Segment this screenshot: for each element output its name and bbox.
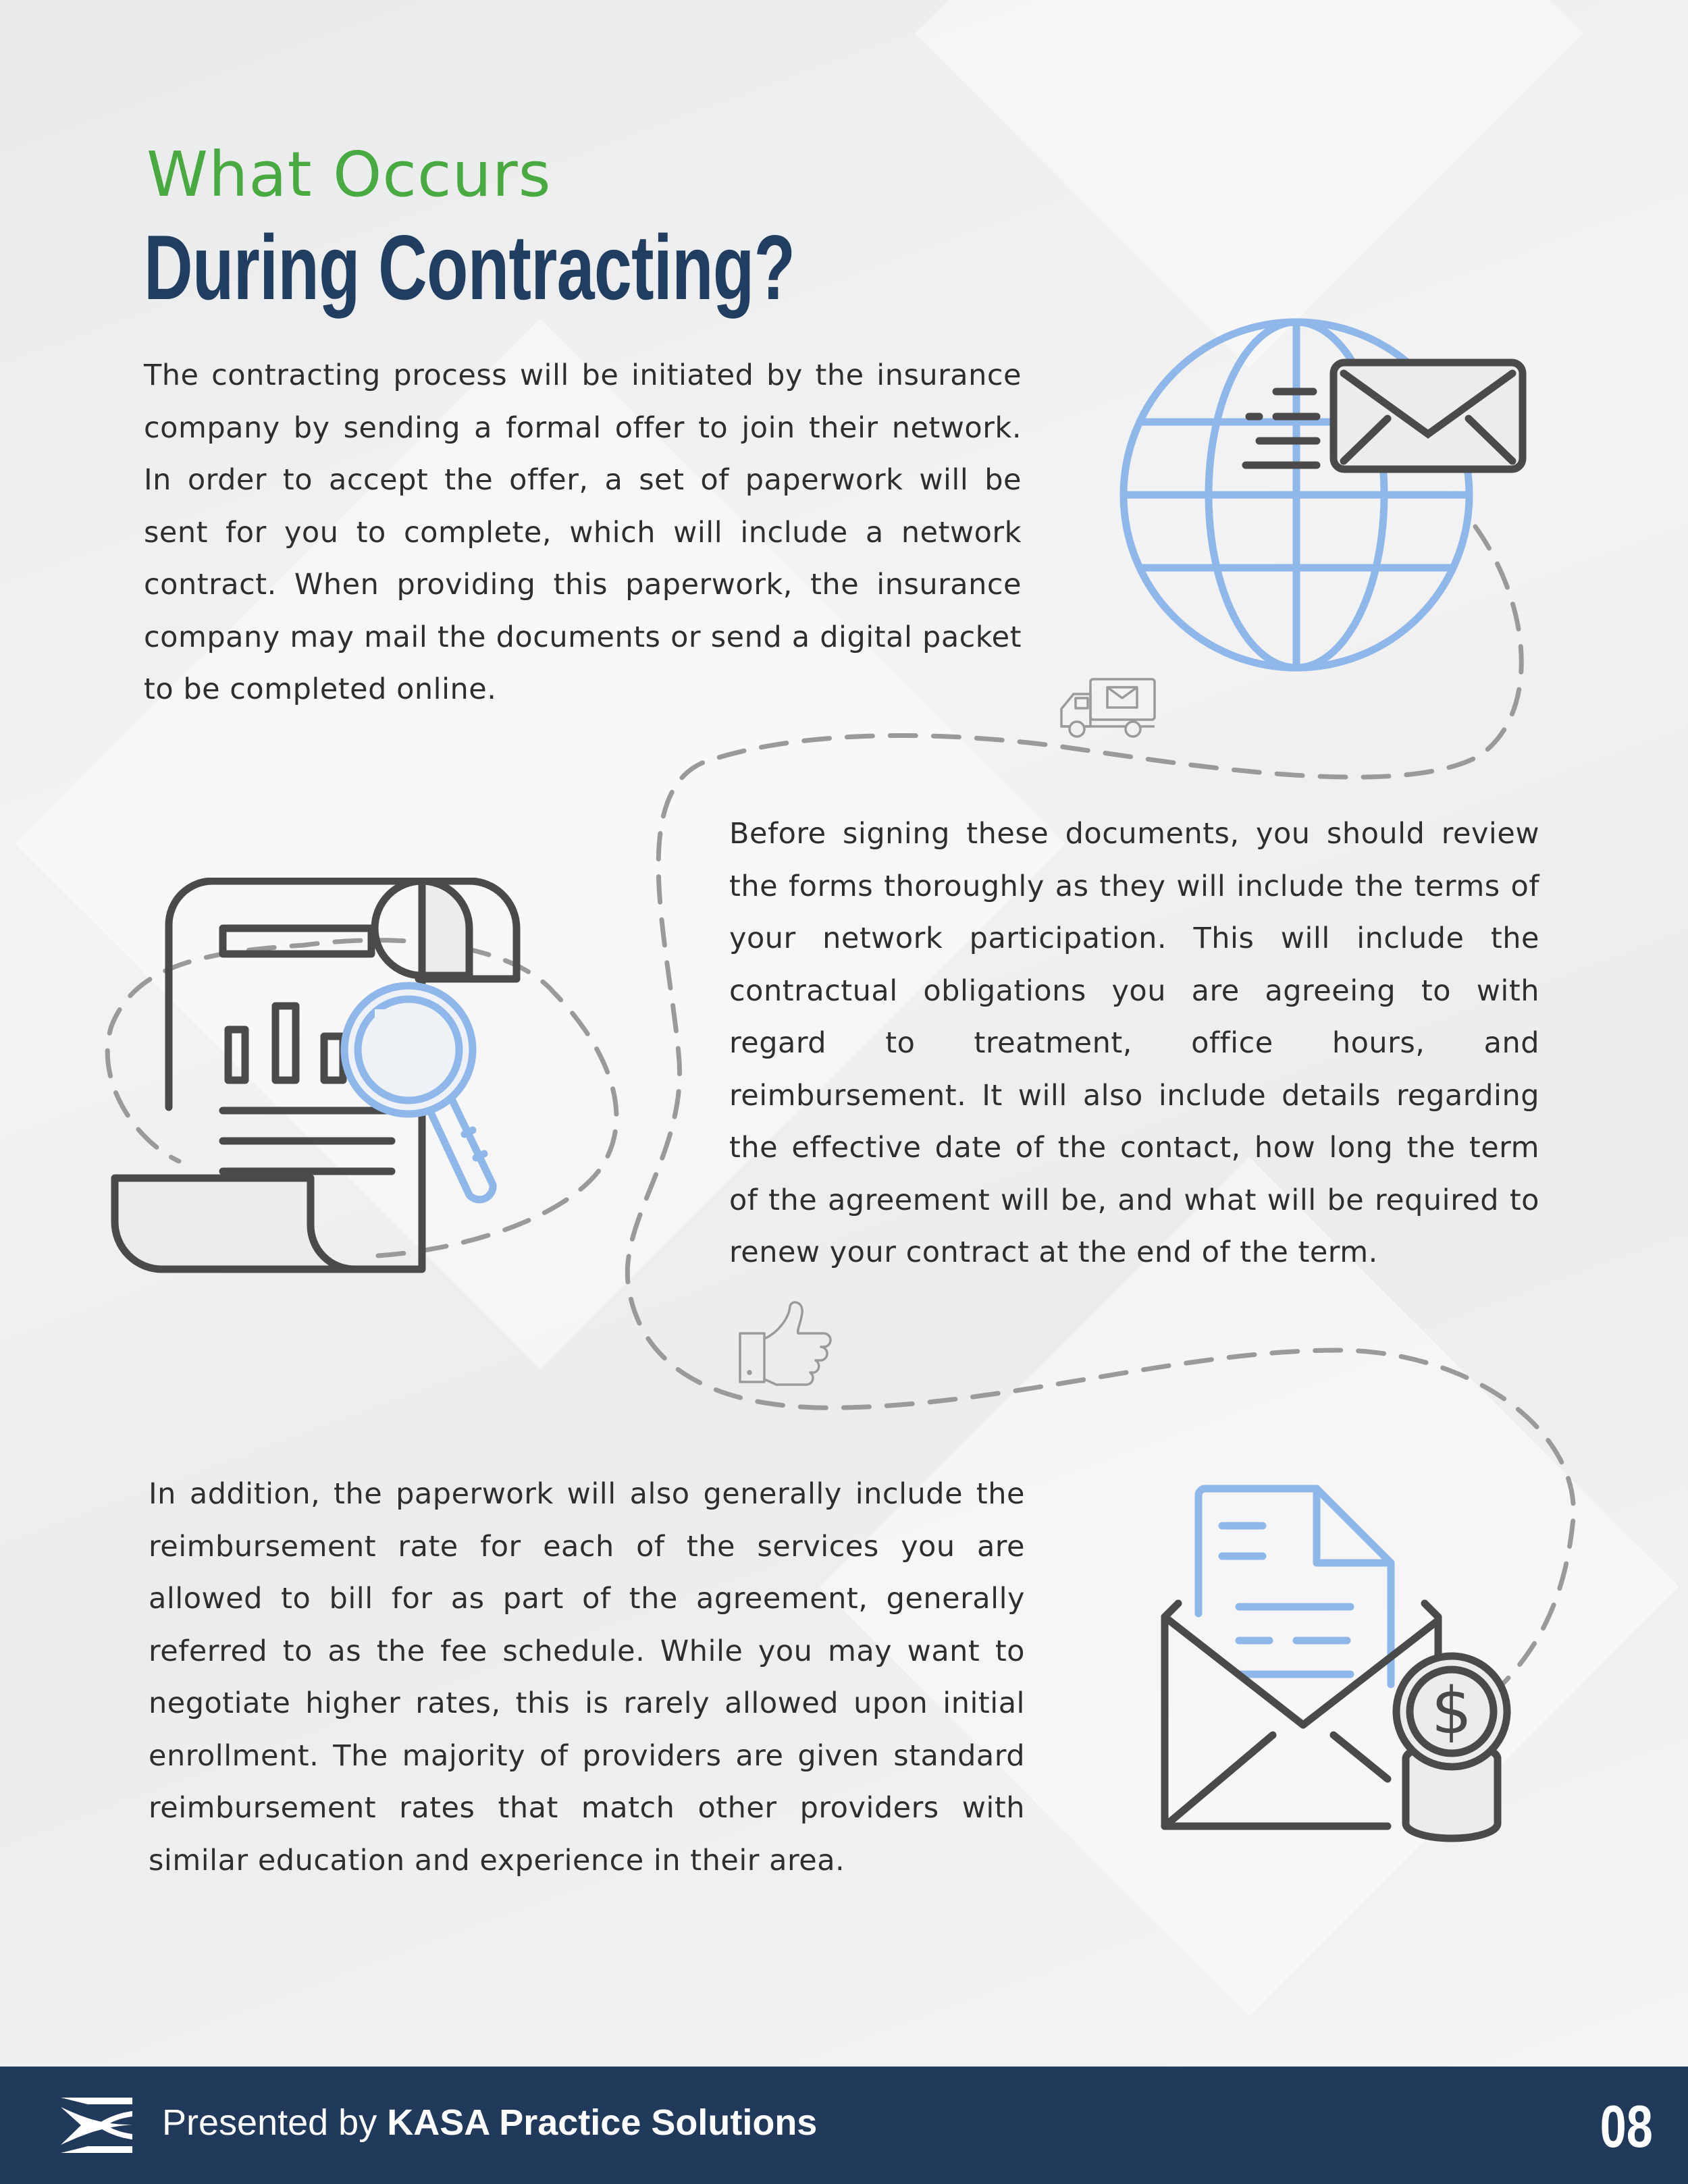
envelope-money-icon [1155, 1482, 1533, 1860]
footer-prefix: Presented by [162, 2102, 388, 2143]
heading-title: During Contracting? [144, 216, 795, 319]
document-magnifier-icon [108, 878, 567, 1283]
paragraph-fee-schedule: In addition, the paperwork will also generally include the reimbursement rate for each of the services you are allowed to bill for as part of the agreement, generally referred to as the fee schedule. While you may want to negotiate higher rates, this is rarely allowed upon initial enrollment. The majority of providers are given standard reimbursement rates that match other providers with similar education and experience in their area. [149, 1477, 1025, 1877]
thumbs-up-icon [736, 1300, 837, 1391]
paragraph-review: Before signing these documents, you should review the forms thoroughly as they will include the terms of your network participation. This will include the contractual obligations you are agreeing to with regard to treatment, office hours, and reimbursement. It will also include details regarding the effective date of the contact, how long the term of the agreement will be, and what will be required to renew your contract at the end of the term. [729, 817, 1539, 1269]
footer [0, 2067, 1688, 2184]
globe-email-icon [1114, 314, 1533, 678]
heading-subtitle: What Occurs [147, 138, 552, 211]
money-symbol: $ [1431, 1674, 1473, 1749]
delivery-truck-icon [1053, 674, 1161, 741]
footer-credit [162, 2102, 817, 2143]
paragraph-intro: The contracting process will be initiated by the insurance company by sending a formal offer to join their network. In order to accept the offer, a set of paperwork will be sent for you to complete, which will include a network contract. When providing this paperwork, the insurance company may mail the documents or send a digital packet to be completed online. [144, 358, 1022, 706]
kasa-logo-icon [61, 2098, 135, 2153]
footer-brand: KASA Practice Solutions [387, 2102, 818, 2143]
page-number: 08 [1600, 2093, 1653, 2160]
